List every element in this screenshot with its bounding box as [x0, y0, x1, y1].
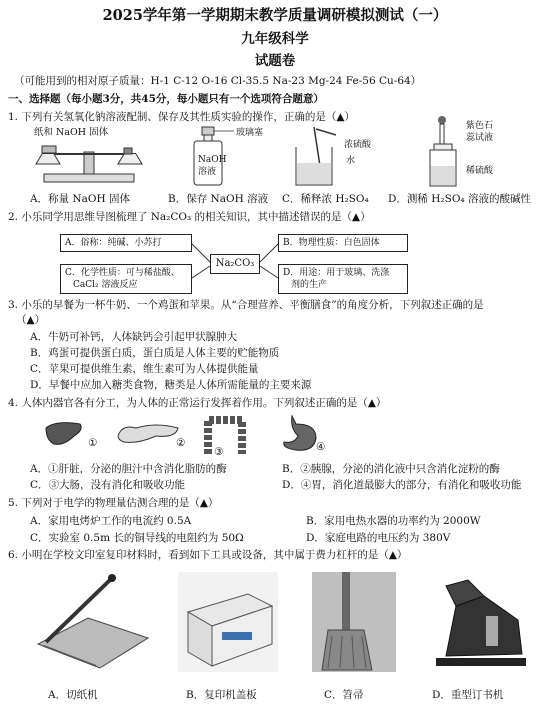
q1-label-water: 水 — [346, 156, 356, 166]
section-heading: 一、选择题（每小题3分，共45分，每小题只有一个选项符合题意） — [8, 93, 324, 105]
large-intestine-icon — [200, 414, 250, 458]
q6-option-a[interactable]: A．切纸机 — [48, 689, 98, 701]
q4-option-a[interactable]: A．①肝脏，分泌的胆汁中含消化脂肪的酶 — [30, 463, 227, 475]
q4-option-b[interactable]: B．②胰腺，分泌的消化液中只含消化淀粉的酶 — [282, 463, 500, 475]
q5-option-d[interactable]: D．家庭电路的电压约为 380V — [306, 532, 451, 544]
q1-stem: 1. 下列有关氢氧化钠溶液配制、保存及其性质实验的操作，正确的是（▲） — [8, 111, 355, 123]
mindmap-box-c-line2: CaCl₂ 溶液反应 — [73, 280, 138, 291]
subject-title: 九年级科学 — [241, 31, 309, 47]
q3-stem-line2: （▲） — [16, 314, 46, 326]
heavy-stapler-image — [426, 576, 534, 672]
q1-option-b[interactable]: B．保存 NaOH 溶液 — [168, 193, 269, 205]
mindmap-box-d-line2: 剂的生产 — [291, 280, 328, 291]
mindmap-box-b: B．物理性质：白色固体 — [278, 234, 408, 252]
pancreas-icon — [116, 420, 180, 446]
q1-option-d[interactable]: D．测稀 H₂SO₄ 溶液的酸碱性 — [388, 193, 531, 205]
q6-stem: 6. 小明在学校文印室复印材料时，看到如下工具或设备，其中属于费力杠杆的是（▲） — [8, 549, 408, 561]
q2-stem: 2. 小乐同学用思维导图梳理了 Na₂CO₃ 的相关知识，其中描述错误的是（▲） — [8, 211, 371, 223]
q5-option-a[interactable]: A．家用电烤炉工作的电流约 0.5A — [30, 515, 192, 527]
q5-stem: 5. 下列对于电学的物理量估测合理的是（▲） — [8, 497, 219, 509]
q1-option-a[interactable]: A．称量 NaOH 固体 — [30, 193, 130, 205]
atomic-masses: （可能用到的相对原子质量：H-1 C-12 O-16 Cl-35.5 Na-23 Mg-24 Fe-56 Cu-64） — [14, 75, 422, 87]
organ-label-3: ③ — [214, 446, 224, 458]
liver-icon — [44, 420, 84, 448]
q6-option-c[interactable]: C．笤帚 — [324, 689, 364, 701]
exam-title: 2025学年第一学期期末教学质量调研模拟测试（一） — [102, 7, 448, 24]
q3-option-a[interactable]: A．牛奶可补钙，人体缺钙会引起甲状腺肿大 — [30, 331, 238, 343]
q1-label-dilute: 稀硫酸 — [466, 166, 494, 176]
q3-option-c[interactable]: C．苹果可提供维生素，维生素可为人体提供能量 — [30, 363, 259, 375]
organ-label-1: ① — [88, 437, 98, 449]
mindmap-box-d-line1: D．用途：用于玻璃、洗涤 — [283, 268, 390, 278]
q1-label-bottle2: 溶液 — [198, 167, 217, 177]
mindmap-box-d — [278, 264, 408, 294]
q1-label-litmus1: 紫色石 — [466, 121, 494, 131]
mindmap-box-c-line1: C．化学性质：可与稀盐酸、 — [65, 268, 180, 278]
copier-image — [178, 572, 278, 672]
organ-label-2: ② — [176, 437, 186, 449]
q1-label-litmus2: 蕊试液 — [466, 133, 494, 143]
q3-option-d[interactable]: D．早餐中应加入糖类食物，糖类是人体所需能量的主要来源 — [30, 379, 312, 391]
q1-label-paper: 纸和 NaOH 固体 — [34, 127, 109, 138]
q4-option-d[interactable]: D．④胃，消化道最膨大的部分，有消化和吸收功能 — [282, 479, 522, 491]
q4-stem: 4. 人体内器官各有分工，为人体的正常运行发挥着作用。下列叙述正确的是（▲） — [8, 397, 387, 409]
q1-label-conc-acid: 浓硫酸 — [344, 140, 372, 150]
q4-option-c[interactable]: C．③大肠，没有消化和吸收功能 — [30, 479, 186, 491]
q3-stem-line1: 3. 小乐的早餐为一杯牛奶、一个鸡蛋和苹果。从“合理营养、平衡膳食”的角度分析，下列叙述正确的是 — [8, 299, 484, 311]
q3-option-b[interactable]: B．鸡蛋可提供蛋白质，蛋白质是人体主要的贮能物质 — [30, 347, 280, 359]
broom-image — [312, 572, 396, 672]
q5-option-b[interactable]: B．家用电热水器的功率约为 2000W — [306, 515, 481, 527]
paper-cutter-image — [30, 572, 150, 672]
q1-label-bottle: NaOH — [198, 155, 227, 165]
paper-title: 试题卷 — [254, 53, 296, 69]
q6-option-d[interactable]: D．重型订书机 — [432, 689, 504, 701]
mindmap-box-c — [60, 264, 192, 294]
q6-option-b[interactable]: B．复印机盖板 — [186, 689, 257, 701]
mindmap-box-a: A．俗称：纯碱、小苏打 — [60, 234, 192, 252]
organ-label-4: ④ — [316, 441, 326, 453]
mindmap-center: Na₂CO₃ — [210, 254, 260, 274]
q1-option-c[interactable]: C．稀释浓 H₂SO₄ — [282, 193, 369, 205]
q1-label-glass-stopper: 玻璃塞 — [236, 128, 264, 138]
q5-option-c[interactable]: C．实验室 0.5m 长的铜导线的电阻约为 50Ω — [30, 532, 244, 544]
